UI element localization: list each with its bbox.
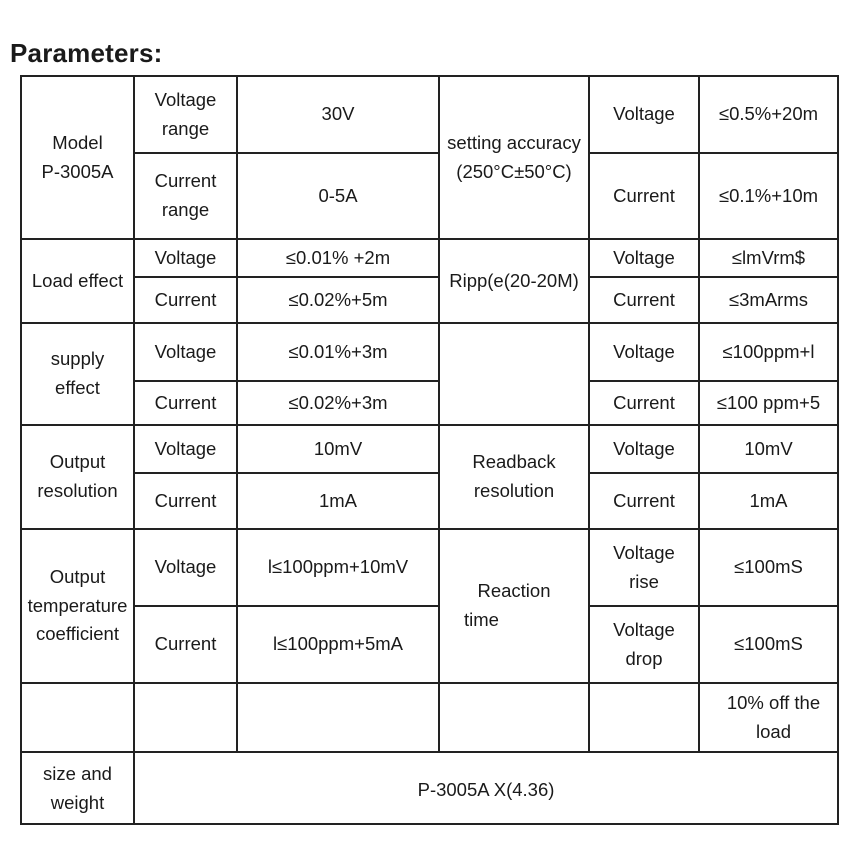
reaction-rise-value: ≤100mS [699,529,838,606]
reaction-time-cell: Reaction time [439,529,589,683]
setting-acc-current-label: Current [589,153,699,239]
table-row [21,76,838,153]
load-effect-label: Load effect [21,239,134,323]
parameters-table [20,75,839,825]
load-voltage-value: ≤0.01% +2m [237,239,439,277]
reaction-drop-value: ≤100mS [699,606,838,683]
size-weight-value: P-3005A X(4.36) [134,752,838,824]
current-range-label: Current range [134,153,237,239]
output-resolution-cell: Output resolution [21,425,134,529]
ripple-label: Ripp(e(20-20M) [439,239,589,323]
empty-cell [134,683,237,752]
readback-current-value: 1mA [699,473,838,529]
table-row [21,239,838,277]
table-row [21,752,838,824]
table-row [21,323,838,381]
readback-current-label: Current [589,473,699,529]
temp-voltage-value: l≤100ppm+10mV [237,529,439,606]
page-title: Parameters: [10,38,163,68]
load-current-value: ≤0.02%+5m [237,277,439,323]
load-voltage-label: Voltage [134,239,237,277]
readback-voltage-value: 10mV [699,425,838,473]
table-row [21,606,838,683]
readback-voltage-label: Voltage [589,425,699,473]
table-row [21,381,838,425]
table-row [21,153,838,239]
blank-current-value: ≤100 ppm+5 [699,381,838,425]
setting-accuracy-cell: setting accuracy (250°C±50°C) [439,76,589,239]
supply-current-value: ≤0.02%+3m [237,381,439,425]
supply-effect-cell: supply effect [21,323,134,425]
temp-voltage-label: Voltage [134,529,237,606]
table-row [21,425,838,473]
reaction-rise-label: Voltage rise [589,529,699,606]
voltage-range-label: Voltage range [134,76,237,153]
out-res-voltage-label: Voltage [134,425,237,473]
ripple-current-label: Current [589,277,699,323]
out-res-voltage-value: 10mV [237,425,439,473]
empty-cell [237,683,439,752]
load-off-note: 10% off the load [699,683,838,752]
supply-voltage-value: ≤0.01%+3m [237,323,439,381]
table-row [21,529,838,606]
model-cell: Model P-3005A [21,76,134,239]
blank-cell [439,323,589,425]
blank-current-label: Current [589,381,699,425]
empty-cell [21,683,134,752]
supply-voltage-label: Voltage [134,323,237,381]
setting-acc-current-value: ≤0.1%+10m [699,153,838,239]
temperature-coefficient-cell: Output temperature coefficient [21,529,134,683]
readback-resolution-cell: Readback resolution [439,425,589,529]
blank-voltage-value: ≤100ppm+l [699,323,838,381]
setting-acc-voltage-value: ≤0.5%+20m [699,76,838,153]
empty-cell [439,683,589,752]
table-row [21,683,838,752]
setting-acc-voltage-label: Voltage [589,76,699,153]
ripple-voltage-value: ≤lmVrm$ [699,239,838,277]
current-range-value: 0-5A [237,153,439,239]
voltage-range-value: 30V [237,76,439,153]
table-row [21,473,838,529]
temp-current-value: l≤100ppm+5mA [237,606,439,683]
reaction-drop-label: Voltage drop [589,606,699,683]
ripple-voltage-label: Voltage [589,239,699,277]
table-row [21,277,838,323]
load-current-label: Current [134,277,237,323]
out-res-current-value: 1mA [237,473,439,529]
supply-current-label: Current [134,381,237,425]
ripple-current-value: ≤3mArms [699,277,838,323]
empty-cell [589,683,699,752]
out-res-current-label: Current [134,473,237,529]
blank-voltage-label: Voltage [589,323,699,381]
size-weight-label: size and weight [21,752,134,824]
temp-current-label: Current [134,606,237,683]
